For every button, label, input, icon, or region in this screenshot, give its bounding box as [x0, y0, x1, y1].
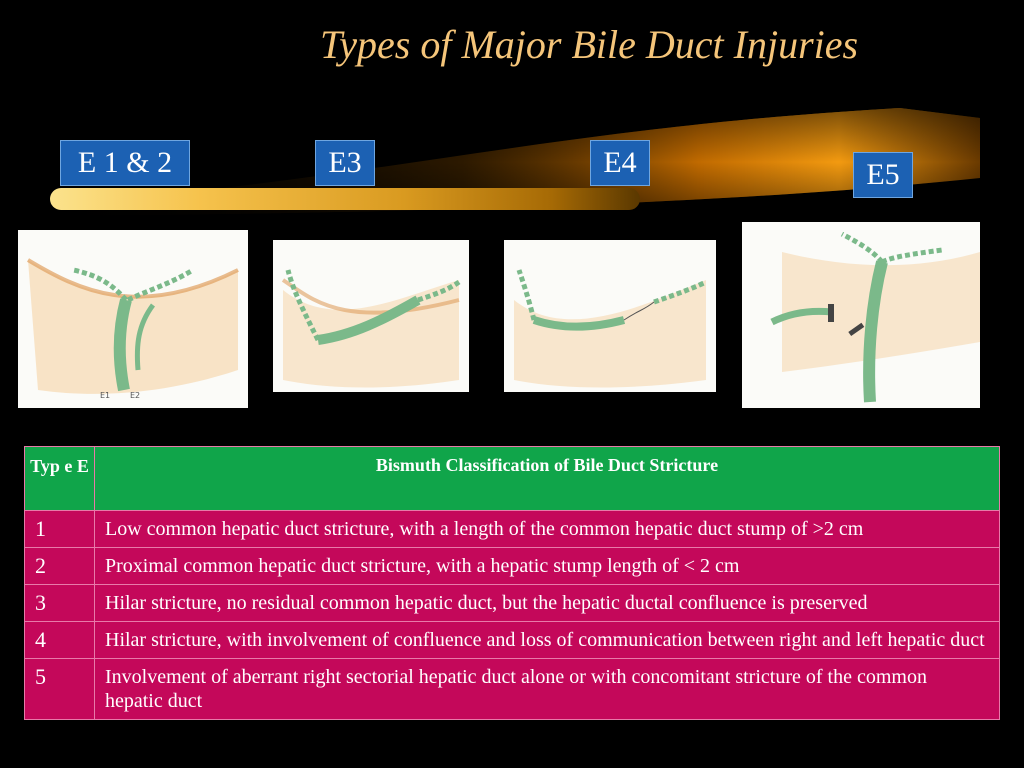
illustration-e4 [504, 240, 716, 392]
row-type: 2 [25, 548, 95, 585]
table-row [25, 622, 1000, 659]
table-header-row [25, 447, 1000, 511]
bile-duct-illustration-e4 [504, 240, 716, 392]
illustration-e1-e2 [18, 230, 248, 408]
illustration-e3 [273, 240, 469, 392]
caption-e1: E1 [100, 391, 111, 400]
illustration-e5 [742, 222, 980, 408]
row-description: Hilar stricture, with involvement of confluence and loss of communication between right and left hepatic duct [95, 622, 1000, 659]
bismuth-classification-table [24, 446, 1000, 720]
row-type: 1 [25, 511, 95, 548]
table-row [25, 659, 1000, 720]
slide-title: Types of Major Bile Duct Injuries [320, 22, 859, 67]
bile-duct-illustration-e12 [18, 230, 248, 408]
label-e1-2: E 1 & 2 [60, 140, 190, 186]
row-type: 3 [25, 585, 95, 622]
label-e5: E5 [853, 152, 913, 198]
header-type: Typ e E [25, 447, 95, 511]
table-row [25, 548, 1000, 585]
bile-duct-illustration-e5 [742, 222, 980, 408]
bile-duct-illustration-e3 [273, 240, 469, 392]
caption-e2: E2 [130, 391, 141, 400]
table-row [25, 511, 1000, 548]
label-e3: E3 [315, 140, 375, 186]
row-description: Involvement of aberrant right sectorial hepatic duct alone or with concomitant stricture of the common hepatic duct [95, 659, 1000, 720]
row-description: Low common hepatic duct stricture, with a length of the common hepatic duct stump of >2 cm [95, 511, 1000, 548]
row-description: Proximal common hepatic duct stricture, with a hepatic stump length of < 2 cm [95, 548, 1000, 585]
label-e4: E4 [590, 140, 650, 186]
table-row [25, 585, 1000, 622]
row-description: Hilar stricture, no residual common hepatic duct, but the hepatic ductal confluence is preserved [95, 585, 1000, 622]
timeline-bar [50, 188, 640, 210]
header-title: Bismuth Classification of Bile Duct Stricture [95, 447, 1000, 511]
row-type: 4 [25, 622, 95, 659]
row-type: 5 [25, 659, 95, 720]
